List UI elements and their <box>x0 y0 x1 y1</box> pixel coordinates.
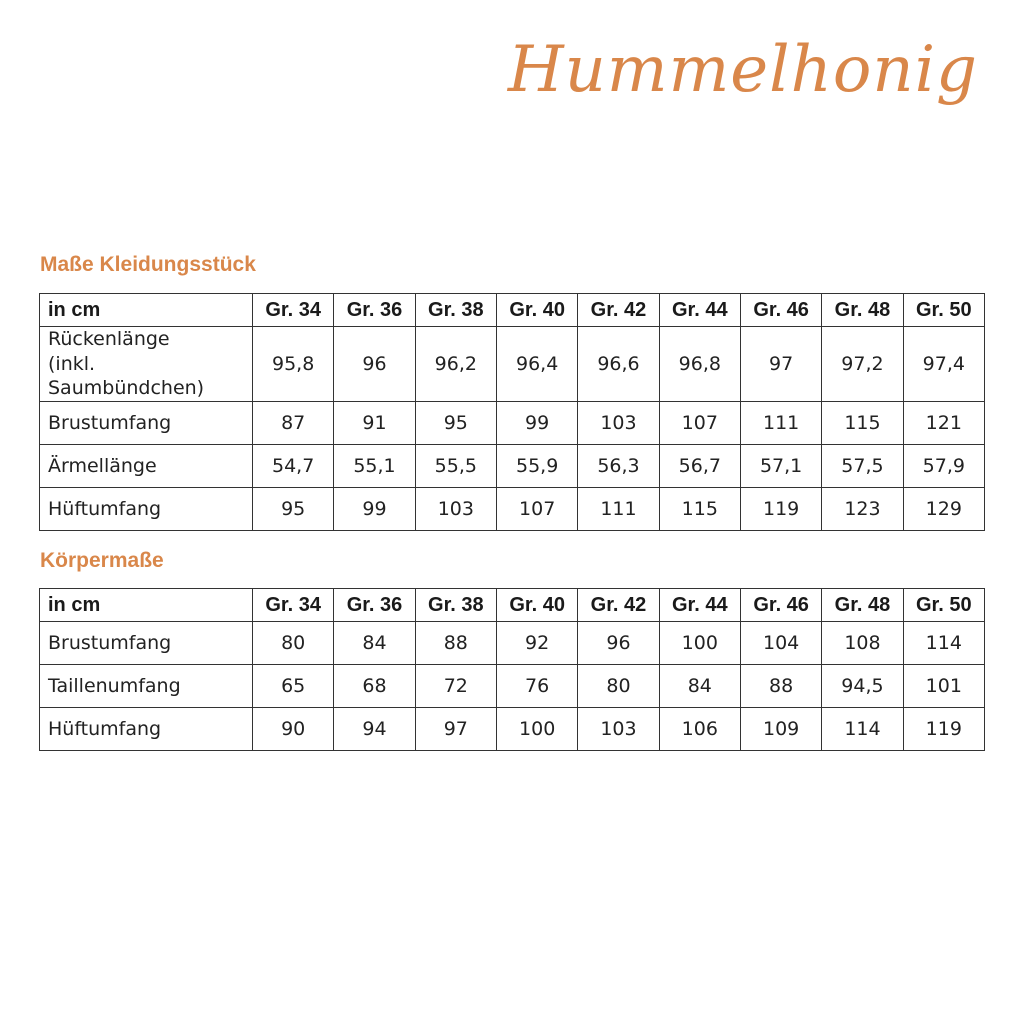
size-header: Gr. 38 <box>415 589 496 622</box>
cell-value: 119 <box>740 488 821 531</box>
cell-value: 80 <box>253 622 334 665</box>
cell-value: 114 <box>903 622 984 665</box>
cell-value: 56,7 <box>659 445 740 488</box>
cell-value: 103 <box>578 402 659 445</box>
cell-value: 95,8 <box>253 327 334 402</box>
size-header: Gr. 36 <box>334 589 415 622</box>
cell-value: 54,7 <box>253 445 334 488</box>
size-header: Gr. 38 <box>415 294 496 327</box>
cell-value: 99 <box>496 402 577 445</box>
cell-value: 111 <box>578 488 659 531</box>
body-measurements-table <box>39 588 985 751</box>
size-header: Gr. 48 <box>822 294 903 327</box>
row-label: Brustumfang <box>40 402 253 445</box>
cell-value: 115 <box>659 488 740 531</box>
cell-value: 104 <box>740 622 821 665</box>
table-row <box>40 665 985 708</box>
row-label-main: Rückenlänge <box>48 328 170 350</box>
row-label: Ärmellänge <box>40 445 253 488</box>
size-header: Gr. 40 <box>496 294 577 327</box>
cell-value: 94,5 <box>822 665 903 708</box>
size-header: Gr. 40 <box>496 589 577 622</box>
size-header: Gr. 36 <box>334 294 415 327</box>
row-label-sub: (inkl. Saumbündchen) <box>48 352 205 400</box>
size-header: Gr. 50 <box>903 294 984 327</box>
size-header: Gr. 42 <box>578 589 659 622</box>
brand-logo: Hummelhonig <box>507 33 978 107</box>
cell-value: 80 <box>578 665 659 708</box>
size-header: Gr. 50 <box>903 589 984 622</box>
row-label <box>40 327 253 402</box>
cell-value: 84 <box>334 622 415 665</box>
cell-value: 114 <box>822 708 903 751</box>
cell-value: 84 <box>659 665 740 708</box>
cell-value: 97,4 <box>903 327 984 402</box>
garment-section-title: Maße Kleidungsstück <box>40 253 256 276</box>
cell-value: 108 <box>822 622 903 665</box>
cell-value: 100 <box>496 708 577 751</box>
cell-value: 103 <box>415 488 496 531</box>
table-row <box>40 402 985 445</box>
cell-value: 103 <box>578 708 659 751</box>
cell-value: 96,4 <box>496 327 577 402</box>
cell-value: 56,3 <box>578 445 659 488</box>
cell-value: 129 <box>903 488 984 531</box>
table-row <box>40 445 985 488</box>
cell-value: 123 <box>822 488 903 531</box>
cell-value: 119 <box>903 708 984 751</box>
table-row <box>40 488 985 531</box>
cell-value: 55,5 <box>415 445 496 488</box>
row-label: Brustumfang <box>40 622 253 665</box>
cell-value: 99 <box>334 488 415 531</box>
cell-value: 91 <box>334 402 415 445</box>
cell-value: 96,2 <box>415 327 496 402</box>
row-label: Hüftumfang <box>40 708 253 751</box>
cell-value: 106 <box>659 708 740 751</box>
table-header-row <box>40 294 985 327</box>
size-header: Gr. 42 <box>578 294 659 327</box>
size-header: Gr. 48 <box>822 589 903 622</box>
cell-value: 96 <box>334 327 415 402</box>
cell-value: 97 <box>740 327 821 402</box>
size-header: Gr. 34 <box>253 294 334 327</box>
cell-value: 95 <box>253 488 334 531</box>
cell-value: 88 <box>740 665 821 708</box>
cell-value: 101 <box>903 665 984 708</box>
size-header: Gr. 46 <box>740 589 821 622</box>
cell-value: 107 <box>659 402 740 445</box>
cell-value: 57,5 <box>822 445 903 488</box>
table-header-row <box>40 589 985 622</box>
cell-value: 87 <box>253 402 334 445</box>
cell-value: 97,2 <box>822 327 903 402</box>
row-label: Taillenumfang <box>40 665 253 708</box>
cell-value: 95 <box>415 402 496 445</box>
cell-value: 115 <box>822 402 903 445</box>
size-header: Gr. 44 <box>659 589 740 622</box>
cell-value: 88 <box>415 622 496 665</box>
garment-measurements-table <box>39 293 985 531</box>
size-header: Gr. 34 <box>253 589 334 622</box>
row-label: Hüftumfang <box>40 488 253 531</box>
cell-value: 76 <box>496 665 577 708</box>
cell-value: 107 <box>496 488 577 531</box>
cell-value: 72 <box>415 665 496 708</box>
cell-value: 65 <box>253 665 334 708</box>
cell-value: 68 <box>334 665 415 708</box>
size-header: Gr. 46 <box>740 294 821 327</box>
cell-value: 96 <box>578 622 659 665</box>
unit-header: in cm <box>40 294 253 327</box>
unit-header: in cm <box>40 589 253 622</box>
cell-value: 55,1 <box>334 445 415 488</box>
cell-value: 57,1 <box>740 445 821 488</box>
cell-value: 55,9 <box>496 445 577 488</box>
cell-value: 92 <box>496 622 577 665</box>
cell-value: 96,8 <box>659 327 740 402</box>
cell-value: 121 <box>903 402 984 445</box>
cell-value: 109 <box>740 708 821 751</box>
cell-value: 111 <box>740 402 821 445</box>
cell-value: 94 <box>334 708 415 751</box>
cell-value: 57,9 <box>903 445 984 488</box>
table-row <box>40 622 985 665</box>
table-row <box>40 327 985 402</box>
size-header: Gr. 44 <box>659 294 740 327</box>
cell-value: 96,6 <box>578 327 659 402</box>
cell-value: 90 <box>253 708 334 751</box>
table-row <box>40 708 985 751</box>
cell-value: 97 <box>415 708 496 751</box>
body-section-title: Körpermaße <box>40 549 164 572</box>
cell-value: 100 <box>659 622 740 665</box>
